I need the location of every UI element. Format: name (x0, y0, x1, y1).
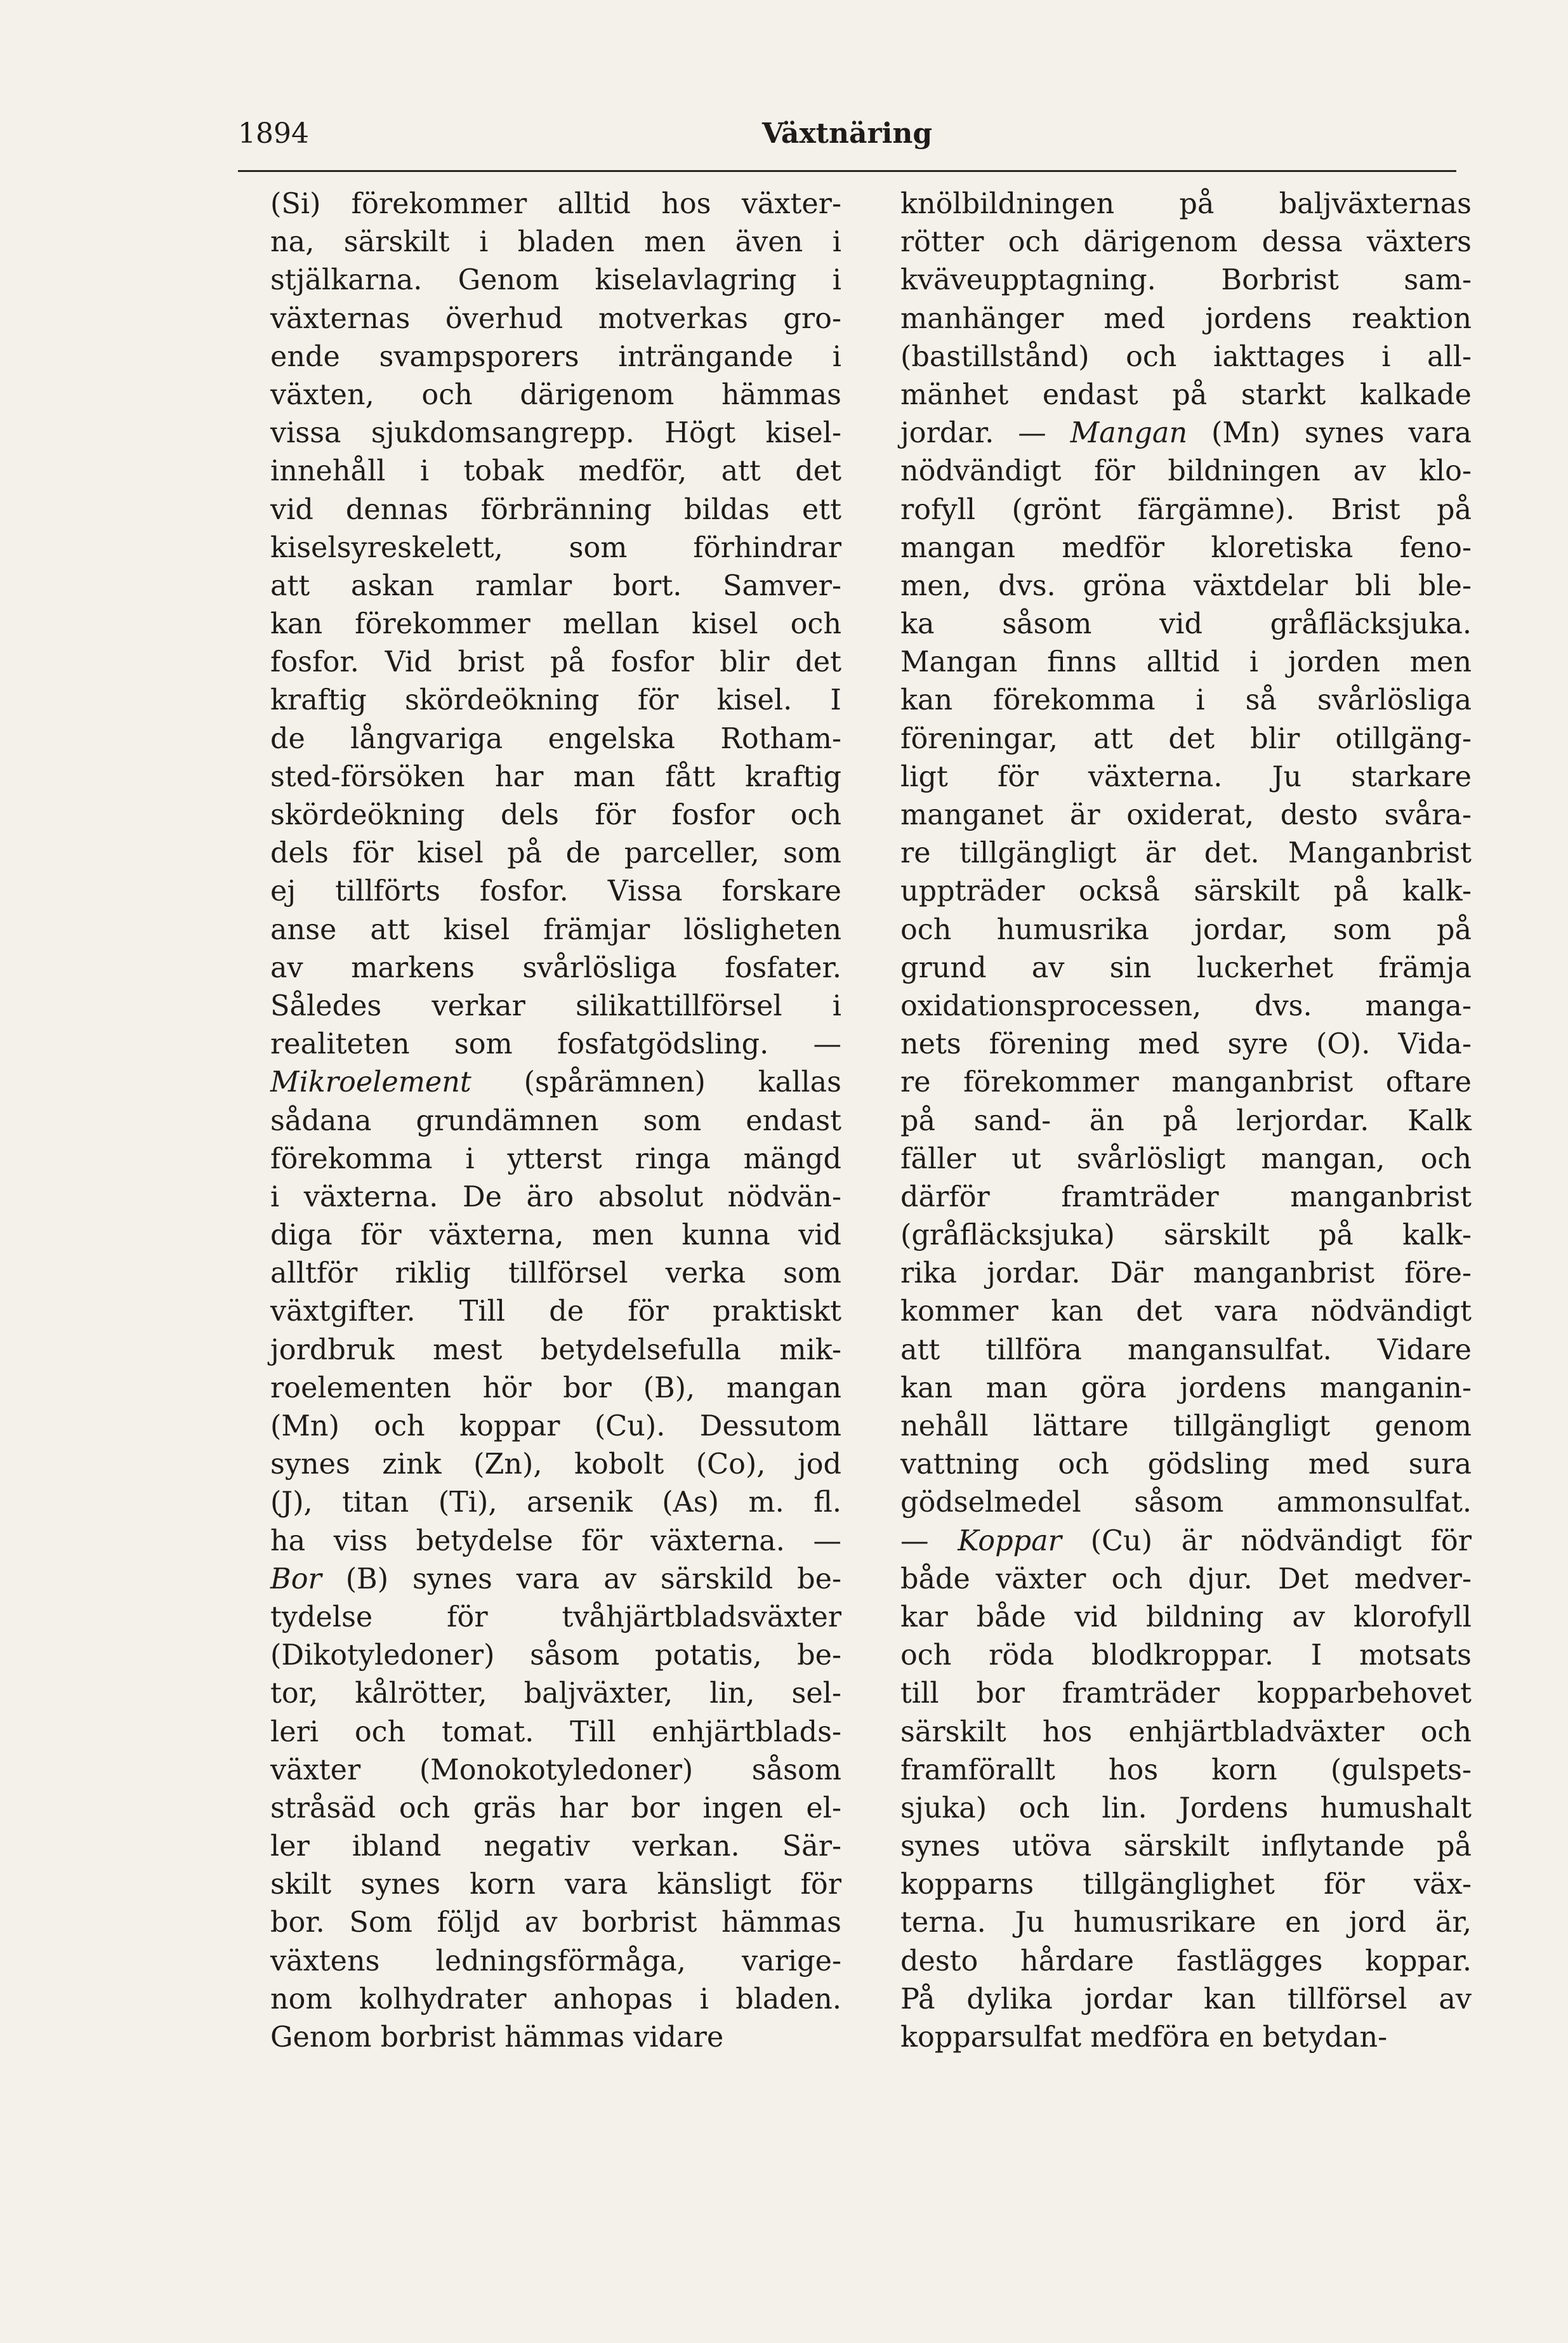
text-segment: särskilt hos enhjärtbladväxter och (900, 1715, 1472, 1748)
text-segment: bor. Som följd av borbrist hämmas (270, 1906, 841, 1939)
text-segment: kraftig skördeökning för kisel. I (270, 684, 841, 717)
text-segment: (Mn) synes vara (1187, 417, 1472, 450)
text-segment: på sand- än på lerjordar. Kalk (900, 1104, 1472, 1137)
text-line (270, 1790, 841, 1828)
text-line (270, 1255, 841, 1293)
text-segment: ha viss betydelse för växterna. — (270, 1524, 841, 1557)
text-segment: knölbildningen på baljväxternas (900, 188, 1472, 220)
text-line (900, 1484, 1472, 1522)
text-line (900, 835, 1472, 873)
text-line (900, 1217, 1472, 1255)
text-line (900, 1904, 1472, 1942)
text-segment: (bastillstånd) och iakttages i all- (900, 340, 1472, 373)
text-segment: (B) synes vara av särskild be- (321, 1562, 841, 1595)
text-segment: framförallt hos korn (gulspets- (900, 1753, 1472, 1786)
text-segment: av markens svårlösliga fosfater. (270, 951, 841, 984)
text-segment: (Si) förekommer alltid hos växter- (270, 188, 841, 220)
text-segment: mangan medför kloretiska feno- (900, 531, 1472, 564)
text-segment: till bor framträder kopparbehovet (900, 1677, 1472, 1710)
text-line (270, 1943, 841, 1981)
text-segment: (Dikotyledoner) såsom potatis, be- (270, 1639, 841, 1672)
text-line (900, 567, 1472, 605)
page-number: 1894 (238, 117, 309, 150)
text-line (270, 452, 841, 491)
text-line (270, 644, 841, 682)
text-line (900, 1408, 1472, 1446)
text-segment: att askan ramlar bort. Samver- (270, 569, 841, 602)
text-line (270, 376, 841, 414)
text-line (270, 1140, 841, 1178)
text-segment: — (900, 1524, 958, 1557)
text-line (270, 1675, 841, 1713)
text-line (270, 2019, 841, 2057)
text-line (900, 1102, 1472, 1140)
text-line (900, 1064, 1472, 1102)
text-segment: ej tillförts fosfor. Vissa forskare (270, 875, 841, 908)
text-line (270, 1828, 841, 1866)
header-rule (238, 170, 1456, 172)
text-line (900, 987, 1472, 1026)
text-segment: (gråfläcksjuka) särskilt på kalk- (900, 1219, 1472, 1252)
text-line (900, 300, 1472, 338)
text-segment: manganet är oxiderat, desto svåra- (900, 799, 1472, 831)
text-line (270, 605, 841, 644)
text-line (270, 1331, 841, 1370)
text-segment: Således verkar silikattillförsel i (270, 989, 841, 1022)
text-segment: leri och tomat. Till enhjärtblads- (270, 1715, 841, 1748)
text-line (900, 1331, 1472, 1370)
text-line (270, 1064, 841, 1102)
text-segment: växternas överhud motverkas gro- (270, 302, 841, 335)
text-line (900, 2019, 1472, 2057)
text-segment: diga för växterna, men kunna vid (270, 1219, 841, 1252)
text-line (270, 223, 841, 261)
text-line (900, 949, 1472, 987)
text-line (270, 1599, 841, 1637)
text-segment: kopparsulfat medföra en betydan- (900, 2021, 1388, 2054)
text-line (270, 1522, 841, 1561)
text-line (270, 949, 841, 987)
text-segment: rofyll (grönt färgämne). Brist på (900, 493, 1472, 526)
text-line (270, 1293, 841, 1331)
text-line (270, 758, 841, 796)
text-segment: Mangan finns alltid i jorden men (900, 646, 1472, 679)
left-text-column (270, 185, 841, 2057)
text-line (900, 376, 1472, 414)
text-segment: re förekommer manganbrist oftare (900, 1066, 1472, 1099)
right-text-column (900, 185, 1472, 2057)
text-line (900, 682, 1472, 720)
text-line (900, 758, 1472, 796)
text-line (270, 1370, 841, 1408)
italic-term: Mangan (1070, 417, 1188, 450)
text-segment: stråsäd och gräs har bor ingen el- (270, 1792, 841, 1825)
text-segment: tydelse för tvåhjärtbladsväxter (270, 1600, 841, 1634)
text-segment: att tillföra mangansulfat. Vidare (900, 1333, 1472, 1366)
text-line (900, 414, 1472, 452)
text-segment: kopparns tillgänglighet för väx- (900, 1868, 1472, 1901)
text-line (900, 185, 1472, 223)
text-line (900, 1561, 1472, 1599)
text-line (900, 1522, 1472, 1561)
text-segment: mänhet endast på starkt kalkade (900, 378, 1472, 411)
text-segment: nets förening med syre (O). Vida- (900, 1028, 1472, 1061)
text-line (900, 1178, 1472, 1217)
text-line (270, 1484, 841, 1522)
text-line (900, 529, 1472, 567)
text-line (900, 873, 1472, 911)
text-segment: (J), titan (Ti), arsenik (As) m. fl. (270, 1486, 841, 1519)
text-line (270, 987, 841, 1026)
text-line (270, 1866, 841, 1904)
text-line (270, 1752, 841, 1790)
text-line (900, 1599, 1472, 1637)
text-line (270, 1637, 841, 1675)
text-segment: vid dennas förbränning bildas ett (270, 493, 841, 526)
text-line (900, 1637, 1472, 1675)
text-line (900, 1790, 1472, 1828)
text-segment: desto hårdare fastlägges koppar. (900, 1944, 1472, 1977)
text-segment: anse att kisel främjar lösligheten (270, 913, 841, 946)
text-line (900, 338, 1472, 376)
text-line (270, 1561, 841, 1599)
text-line (270, 300, 841, 338)
text-segment: nom kolhydrater anhopas i bladen. (270, 1983, 841, 2016)
text-line (270, 529, 841, 567)
text-line (900, 1140, 1472, 1178)
text-line (270, 873, 841, 911)
text-line (900, 911, 1472, 949)
text-segment: re tillgängligt är det. Manganbrist (900, 837, 1472, 870)
text-line (270, 835, 841, 873)
text-segment: ler ibland negativ verkan. Sär- (270, 1830, 841, 1863)
text-line (270, 1904, 841, 1942)
text-segment: vissa sjukdomsangrepp. Högt kisel- (270, 417, 841, 450)
text-segment: nödvändigt för bildningen av klo- (900, 455, 1472, 488)
text-segment: stjälkarna. Genom kiselavlagring i (270, 264, 841, 297)
text-line (270, 261, 841, 300)
text-segment: kan man göra jordens manganin- (900, 1371, 1472, 1404)
text-segment: roelementen hör bor (B), mangan (270, 1371, 841, 1404)
text-segment: dels för kisel på de parceller, som (270, 837, 841, 870)
text-segment: de långvariga engelska Rotham- (270, 722, 841, 755)
text-segment: föreningar, att det blir otillgäng- (900, 722, 1472, 755)
text-segment: skilt synes korn vara känsligt för (270, 1868, 841, 1901)
text-segment: alltför riklig tillförsel verka som (270, 1257, 841, 1290)
text-segment: och röda blodkroppar. I motsats (900, 1639, 1472, 1672)
text-segment: förekomma i ytterst ringa mängd (270, 1142, 841, 1175)
text-segment: kiselsyreskelett, som förhindrar (270, 531, 841, 564)
text-segment: nehåll lättare tillgängligt genom (900, 1410, 1472, 1442)
text-line (270, 720, 841, 758)
text-segment: kan förekomma i så svårlösliga (900, 684, 1472, 717)
text-line (270, 1981, 841, 2019)
italic-term: Koppar (958, 1524, 1062, 1557)
text-line (900, 223, 1472, 261)
text-segment: sådana grundämnen som endast (270, 1104, 841, 1137)
text-line (270, 911, 841, 949)
text-line (270, 1446, 841, 1484)
text-line (900, 452, 1472, 491)
text-line (900, 605, 1472, 644)
text-segment: innehåll i tobak medför, att det (270, 455, 841, 488)
text-line (900, 1828, 1472, 1866)
text-segment: ka såsom vid gråfläcksjuka. (900, 608, 1472, 641)
text-segment: jordar. — (900, 417, 1071, 450)
text-line (900, 261, 1472, 300)
text-line (900, 720, 1472, 758)
text-segment: växten, och därigenom hämmas (270, 378, 841, 411)
text-segment: kväveupptagning. Borbrist sam- (900, 264, 1472, 297)
text-segment: (Cu) är nödvändigt för (1061, 1524, 1472, 1557)
text-line (270, 567, 841, 605)
text-line (900, 491, 1472, 529)
text-line (900, 796, 1472, 835)
text-segment: kan förekommer mellan kisel och (270, 608, 841, 641)
text-segment: uppträder också särskilt på kalk- (900, 875, 1472, 908)
text-line (900, 1255, 1472, 1293)
text-segment: manhänger med jordens reaktion (900, 302, 1472, 335)
text-line (270, 338, 841, 376)
text-line (900, 1370, 1472, 1408)
text-line (270, 1102, 841, 1140)
text-segment: fäller ut svårlösligt mangan, och (900, 1142, 1472, 1175)
text-segment: i växterna. De äro absolut nödvän- (270, 1180, 841, 1213)
italic-term: Bor (270, 1562, 322, 1595)
text-segment: jordbruk mest betydelsefulla mik- (270, 1333, 841, 1366)
text-segment: (Mn) och koppar (Cu). Dessutom (270, 1410, 841, 1442)
text-line (270, 1408, 841, 1446)
text-segment: gödselmedel såsom ammonsulfat. (900, 1486, 1472, 1519)
text-segment: vattning och gödsling med sura (900, 1448, 1472, 1481)
text-segment: na, särskilt i bladen men även i (270, 226, 841, 259)
text-segment: ligt för växterna. Ju starkare (900, 760, 1472, 793)
text-segment: På dylika jordar kan tillförsel av (900, 1983, 1472, 2016)
text-segment: och humusrika jordar, som på (900, 913, 1472, 946)
text-line (270, 796, 841, 835)
text-segment: terna. Ju humusrikare en jord är, (900, 1906, 1472, 1939)
text-segment: därför framträder manganbrist (900, 1180, 1472, 1213)
text-segment: grund av sin luckerhet främja (900, 951, 1472, 984)
text-segment: växtens ledningsförmåga, varige- (270, 1944, 841, 1977)
text-line (270, 682, 841, 720)
text-segment: fosfor. Vid brist på fosfor blir det (270, 646, 841, 679)
text-segment: oxidationsprocessen, dvs. manga- (900, 989, 1472, 1022)
text-line (270, 491, 841, 529)
text-segment: sted-försöken har man fått kraftig (270, 760, 841, 793)
text-segment: rötter och därigenom dessa växters (900, 226, 1472, 259)
text-line (270, 1026, 841, 1064)
running-title: Växtnäring (761, 117, 933, 150)
text-line (900, 1752, 1472, 1790)
text-line (270, 1217, 841, 1255)
text-segment: kommer kan det vara nödvändigt (900, 1295, 1472, 1328)
italic-term: Mikroelement (270, 1066, 471, 1099)
text-line (270, 414, 841, 452)
text-segment: realiteten som fosfatgödsling. — (270, 1028, 841, 1061)
text-line (270, 185, 841, 223)
text-segment: växtgifter. Till de för praktiskt (270, 1295, 841, 1328)
text-line (900, 1981, 1472, 2019)
text-segment: synes zink (Zn), kobolt (Co), jod (270, 1448, 841, 1481)
text-segment: både växter och djur. Det medver- (900, 1562, 1472, 1595)
text-segment: synes utöva särskilt inflytande på (900, 1830, 1472, 1863)
text-line (900, 1866, 1472, 1904)
text-line (900, 1675, 1472, 1713)
text-line (270, 1713, 841, 1752)
text-segment: kar både vid bildning av klorofyll (900, 1600, 1472, 1634)
text-segment: ende svampsporers inträngande i (270, 340, 841, 373)
text-line (900, 1293, 1472, 1331)
text-line (900, 1446, 1472, 1484)
text-segment: rika jordar. Där manganbrist före- (900, 1257, 1472, 1290)
text-line (900, 1713, 1472, 1752)
text-line (900, 1026, 1472, 1064)
page-header (238, 112, 1456, 156)
text-segment: sjuka) och lin. Jordens humushalt (900, 1792, 1472, 1825)
text-segment: växter (Monokotyledoner) såsom (270, 1753, 841, 1786)
text-line (900, 644, 1472, 682)
text-segment: men, dvs. gröna växtdelar bli ble- (900, 569, 1472, 602)
text-line (900, 1943, 1472, 1981)
text-segment: Genom borbrist hämmas vidare (270, 2021, 724, 2054)
text-line (270, 1178, 841, 1217)
text-segment: tor, kålrötter, baljväxter, lin, sel- (270, 1677, 841, 1710)
text-segment: (spårämnen) kallas (471, 1066, 841, 1099)
text-segment: skördeökning dels för fosfor och (270, 799, 841, 831)
